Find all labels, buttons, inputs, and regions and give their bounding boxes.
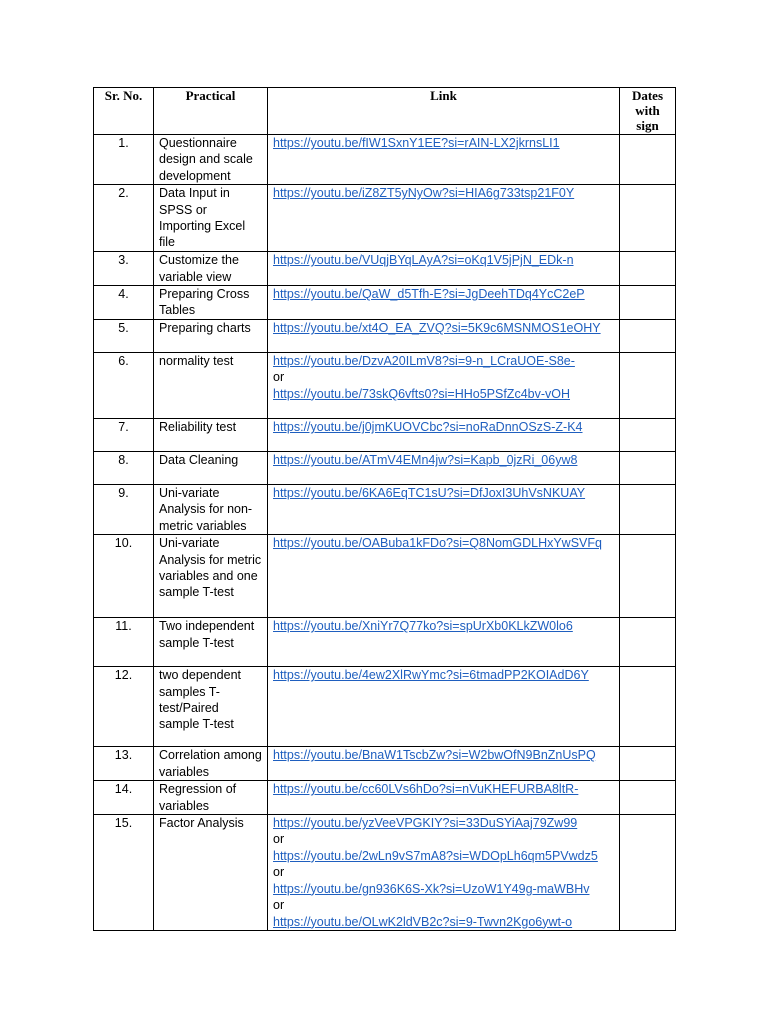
table-row [94, 286, 676, 320]
video-link[interactable]: https://youtu.be/2wLn9vS7mA8?si=WDOpLh6qm5PVwdz5 [273, 848, 598, 863]
link-cell [268, 535, 620, 618]
sr-no-cell: 5. [94, 320, 154, 353]
practical-cell: Correlation among variables [154, 747, 268, 781]
link-cell [268, 747, 620, 781]
header-link: Link [268, 88, 620, 135]
link-cell [268, 353, 620, 419]
dates-with-sign-cell[interactable] [620, 185, 676, 252]
dates-with-sign-cell[interactable] [620, 353, 676, 419]
practical-cell: Customize the variable view [154, 252, 268, 286]
link-cell [268, 618, 620, 667]
video-link[interactable]: https://youtu.be/j0jmKUOVCbc?si=noRaDnnOSzS-Z-K4 [273, 420, 583, 435]
sr-no-cell: 1. [94, 135, 154, 185]
video-link[interactable]: https://youtu.be/OLwK2ldVB2c?si=9-Twvn2Kgo6ywt-o [273, 914, 573, 929]
sr-no-cell: 2. [94, 185, 154, 252]
practical-cell: Data Cleaning [154, 452, 268, 485]
table-row [94, 781, 676, 815]
dates-with-sign-cell[interactable] [620, 135, 676, 185]
practical-cell: Regression of variables [154, 781, 268, 815]
link-cell [268, 185, 620, 252]
or-separator: or [273, 865, 285, 880]
sr-no-cell: 14. [94, 781, 154, 815]
practical-cell: Reliability test [154, 419, 268, 452]
link-cell [268, 419, 620, 452]
sr-no-cell: 8. [94, 452, 154, 485]
link-cell [268, 252, 620, 286]
sr-no-cell: 9. [94, 485, 154, 535]
dates-with-sign-cell[interactable] [620, 252, 676, 286]
video-link[interactable]: https://youtu.be/4ew2XlRwYmc?si=6tmadPP2KOIAdD6Y [273, 668, 589, 683]
video-link[interactable]: https://youtu.be/XniYr7Q77ko?si=spUrXb0KLkZW0lo6 [273, 619, 573, 634]
practical-cell: Data Input in SPSS or Importing Excel file [154, 185, 268, 252]
dates-with-sign-cell[interactable] [620, 618, 676, 667]
header-dates-with-sign: Dates with sign [620, 88, 676, 135]
video-link[interactable]: https://youtu.be/6KA6EqTC1sU?si=DfJoxI3UhVsNKUAY [273, 486, 586, 501]
practicals-table [93, 87, 676, 931]
video-link[interactable]: https://youtu.be/yzVeeVPGKIY?si=33DuSYiAaj79Zw99 [273, 816, 578, 831]
video-link[interactable]: https://youtu.be/BnaW1TscbZw?si=W2bwOfN9BnZnUsPQ [273, 748, 596, 763]
practical-cell: Factor Analysis [154, 815, 268, 931]
video-link[interactable]: https://youtu.be/gn936K6S-Xk?si=UzoW1Y49g-maWBHv [273, 881, 590, 896]
link-cell [268, 286, 620, 320]
table-row [94, 535, 676, 618]
table-row [94, 353, 676, 419]
video-link[interactable]: https://youtu.be/iZ8ZT5yNyOw?si=HIA6g733tsp21F0Y [273, 186, 575, 201]
table-row [94, 815, 676, 931]
video-link[interactable]: https://youtu.be/OABuba1kFDo?si=Q8NomGDLHxYwSVFq [273, 536, 602, 551]
table-row [94, 618, 676, 667]
sr-no-cell: 15. [94, 815, 154, 931]
table-row [94, 452, 676, 485]
practical-cell: Preparing Cross Tables [154, 286, 268, 320]
link-cell [268, 667, 620, 747]
table-row [94, 185, 676, 252]
dates-with-sign-cell[interactable] [620, 815, 676, 931]
link-cell [268, 781, 620, 815]
video-link[interactable]: https://youtu.be/QaW_d5Tfh-E?si=JgDeehTDq4YcC2eP [273, 287, 585, 302]
header-practical: Practical [154, 88, 268, 135]
table-row [94, 252, 676, 286]
dates-with-sign-cell[interactable] [620, 781, 676, 815]
table-row [94, 320, 676, 353]
practical-cell: Preparing charts [154, 320, 268, 353]
sr-no-cell: 4. [94, 286, 154, 320]
dates-with-sign-cell[interactable] [620, 320, 676, 353]
link-cell [268, 320, 620, 353]
dates-with-sign-cell[interactable] [620, 747, 676, 781]
sr-no-cell: 12. [94, 667, 154, 747]
or-separator: or [273, 832, 285, 847]
dates-with-sign-cell[interactable] [620, 667, 676, 747]
or-separator: or [273, 370, 285, 385]
sr-no-cell: 3. [94, 252, 154, 286]
practical-cell: Uni-variate Analysis for non-metric variables [154, 485, 268, 535]
dates-with-sign-cell[interactable] [620, 485, 676, 535]
table-row [94, 667, 676, 747]
dates-with-sign-cell[interactable] [620, 419, 676, 452]
or-separator: or [273, 898, 285, 913]
dates-with-sign-cell[interactable] [620, 535, 676, 618]
sr-no-cell: 7. [94, 419, 154, 452]
table-row [94, 485, 676, 535]
link-cell [268, 452, 620, 485]
header-sr-no: Sr. No. [94, 88, 154, 135]
sr-no-cell: 13. [94, 747, 154, 781]
table-row [94, 747, 676, 781]
video-link[interactable]: https://youtu.be/xt4O_EA_ZVQ?si=5K9c6MSNMOS1eOHY [273, 321, 601, 336]
practical-cell: Uni-variate Analysis for metric variables and one sample T-test [154, 535, 268, 618]
table-row [94, 135, 676, 185]
sr-no-cell: 11. [94, 618, 154, 667]
link-cell [268, 135, 620, 185]
video-link[interactable]: https://youtu.be/73skQ6vfts0?si=HHo5PSfZc4bv-vOH [273, 386, 571, 401]
video-link[interactable]: https://youtu.be/VUqjBYqLAyA?si=oKq1V5jPjN_EDk-n [273, 253, 574, 268]
table-row [94, 419, 676, 452]
video-link[interactable]: https://youtu.be/ATmV4EMn4jw?si=Kapb_0jzRi_06yw8 [273, 453, 578, 468]
dates-with-sign-cell[interactable] [620, 452, 676, 485]
sr-no-cell: 6. [94, 353, 154, 419]
link-cell [268, 485, 620, 535]
practical-cell: two dependent samples T-test/Paired sample T-test [154, 667, 268, 747]
sr-no-cell: 10. [94, 535, 154, 618]
link-cell [268, 815, 620, 931]
practical-cell: Two independent sample T-test [154, 618, 268, 667]
video-link[interactable]: https://youtu.be/cc60LVs6hDo?si=nVuKHEFURBA8ltR- [273, 782, 579, 797]
header-row [94, 88, 676, 135]
video-link[interactable]: https://youtu.be/DzvA20ILmV8?si=9-n_LCraUOE-S8e- [273, 354, 575, 369]
video-link[interactable]: https://youtu.be/fIW1SxnY1EE?si=rAIN-LX2jkrnsLI1 [273, 136, 560, 150]
practical-cell: Questionnaire design and scale development [154, 135, 268, 185]
practical-cell: normality test [154, 353, 268, 419]
dates-with-sign-cell[interactable] [620, 286, 676, 320]
